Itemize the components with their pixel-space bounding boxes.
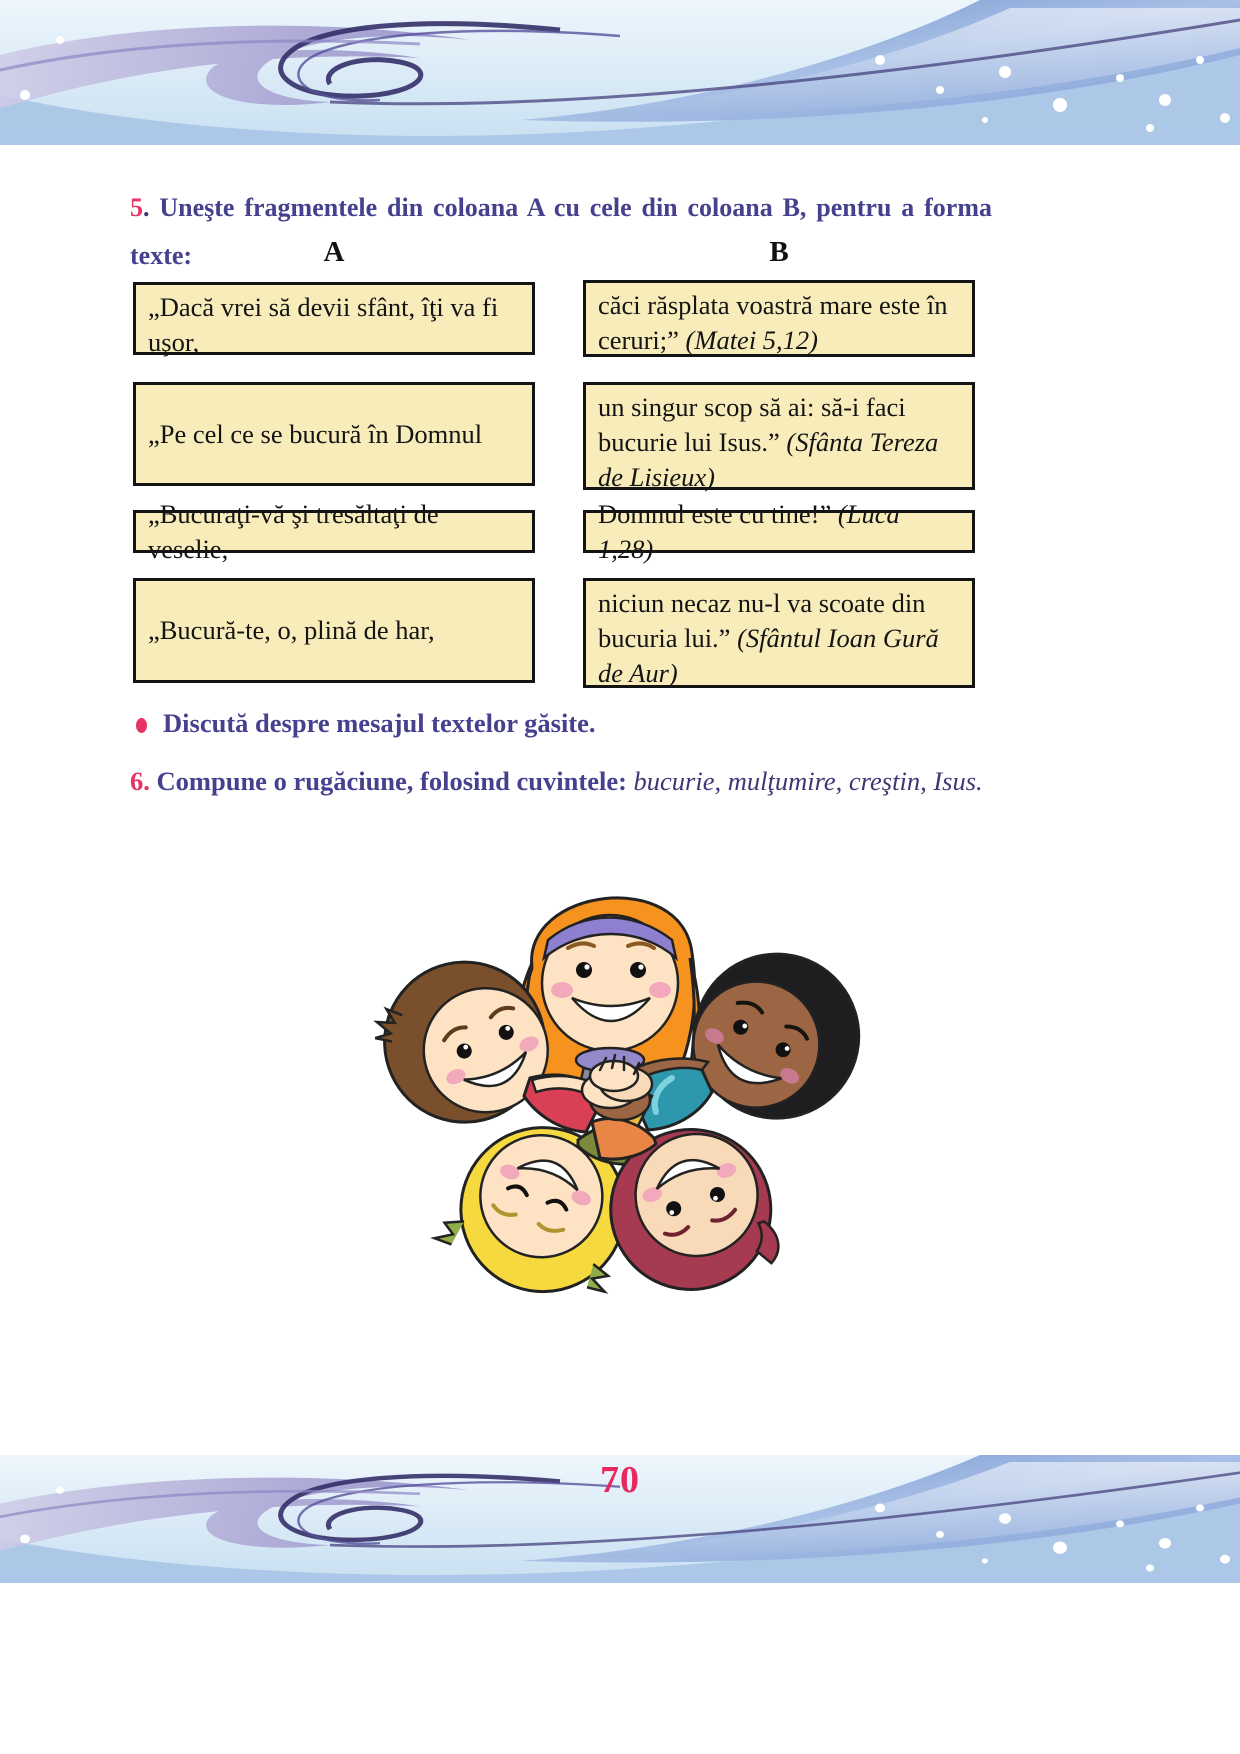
- match-box-a1: „Dacă vrei să devii sfânt, îţi va fi uşor,: [133, 282, 535, 355]
- column-b-header: B: [769, 236, 789, 268]
- exercise6-title: Compune o rugăciune, folosind cuvintele:: [156, 766, 634, 796]
- match-box-b2: un singur scop să ai: să-i faci bucurie lui Isus.” (Sfânta Tereza de Lisieux): [583, 382, 975, 490]
- exercise6-number: 6.: [130, 766, 150, 796]
- wave-art: [0, 0, 1240, 145]
- match-box-a3: „Bucuraţi-vă şi tresăltaţi de veselie,: [133, 510, 535, 553]
- exercise5-number: 5: [130, 193, 143, 222]
- bullet-icon: [136, 718, 147, 733]
- match-box-b1: căci răsplata voastră mare este în ceruri;” (Matei 5,12): [583, 280, 975, 357]
- exercise5-title: Uneşte fragmentele din coloana A cu cele din coloana B, pentru a forma texte:: [130, 193, 993, 271]
- children-illustration: [372, 848, 868, 1308]
- boy-dark-skin: [666, 925, 868, 1147]
- decorative-wave-banner-top: [0, 0, 1240, 145]
- citation: (Luca 1,28): [598, 498, 900, 564]
- page-number: 70: [600, 1459, 640, 1501]
- column-a-header: A: [323, 236, 345, 268]
- match-box-b4: niciun necaz nu-l va scoate din bucuria lui.” (Sfântul Ioan Gură de Aur): [583, 578, 975, 688]
- exercise6-keywords: bucurie, mulţumire, creştin, Isus.: [633, 766, 983, 796]
- children-circle-art: [372, 848, 868, 1308]
- match-box-a4: „Bucură-te, o, plină de har,: [133, 578, 535, 683]
- match-box-a2: „Pe cel ce se bucură în Domnul: [133, 382, 535, 486]
- exercise5-heading: 5. Uneşte fragmentele din coloana A cu cele din coloana B, pentru a forma texte:: [130, 193, 993, 271]
- discussion-text: Discută despre mesajul textelor găsite.: [163, 708, 596, 738]
- match-box-b3: Domnul este cu tine!” (Luca 1,28): [583, 510, 975, 553]
- citation: (Matei 5,12): [685, 324, 819, 355]
- exercise6-heading: [130, 766, 1030, 797]
- discussion-bullet: [136, 708, 1016, 739]
- citation: (Sfânta Tereza de Lisieux): [598, 426, 939, 492]
- citation: (Sfântul Ioan Gură de Aur): [598, 622, 939, 688]
